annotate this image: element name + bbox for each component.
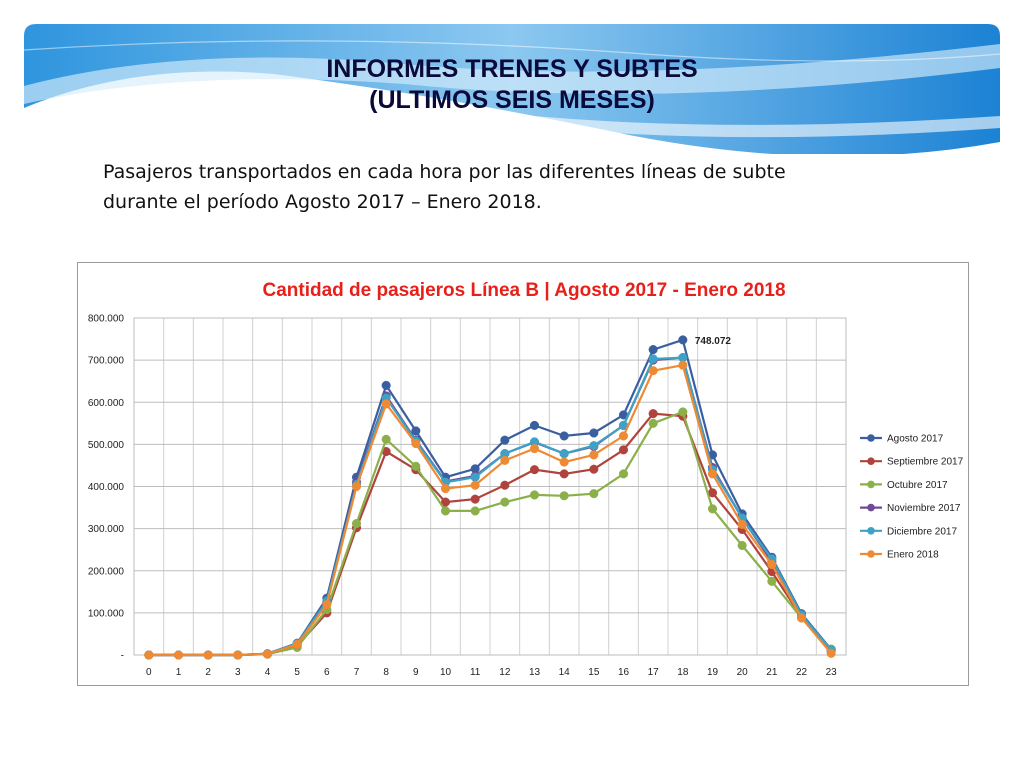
- slide-title: [0, 54, 1024, 116]
- chart-legend: [860, 434, 964, 561]
- x-axis-ticks: [146, 667, 837, 678]
- chart-frame: [77, 262, 969, 686]
- x-tick-label: 13: [528, 667, 541, 678]
- data-point: [560, 432, 569, 441]
- data-point: [679, 361, 688, 370]
- legend-item: [860, 526, 957, 537]
- legend-label: Diciembre 2017: [887, 526, 958, 538]
- data-point: [738, 520, 747, 529]
- x-tick-label: 16: [617, 667, 630, 678]
- data-point: [501, 498, 510, 507]
- data-point: [619, 432, 628, 441]
- legend-label: Octubre 2017: [887, 479, 948, 491]
- data-point: [293, 640, 302, 649]
- data-point: [530, 421, 539, 430]
- data-point: [649, 366, 658, 375]
- data-point: [827, 649, 836, 658]
- y-tick-label: 800.000: [87, 313, 124, 325]
- data-point: [797, 614, 806, 623]
- slide-subtitle: [103, 157, 903, 217]
- y-tick-label: 300.000: [87, 524, 124, 536]
- x-tick-label: 6: [324, 667, 330, 678]
- data-point: [382, 435, 391, 444]
- x-tick-label: 1: [175, 667, 182, 678]
- x-tick-label: 10: [439, 667, 452, 678]
- data-point: [590, 451, 599, 460]
- data-point: [323, 600, 332, 609]
- data-point: [263, 650, 272, 659]
- x-tick-label: 23: [825, 667, 837, 678]
- data-point: [679, 408, 688, 417]
- data-point: [530, 491, 539, 500]
- legend-item: [860, 550, 939, 561]
- legend-item: [860, 503, 961, 514]
- chart-title: Cantidad de pasajeros Línea B | Agosto 2017 - Enero 2018: [262, 280, 786, 301]
- x-tick-label: 8: [383, 667, 389, 678]
- x-tick-label: 21: [766, 667, 778, 678]
- data-point: [145, 651, 154, 660]
- data-point: [471, 495, 480, 504]
- legend-item: [860, 480, 948, 491]
- x-tick-label: 4: [264, 667, 271, 678]
- data-point: [679, 336, 688, 345]
- legend-label: Noviembre 2017: [887, 503, 961, 515]
- data-point: [560, 458, 569, 467]
- y-tick-label: -: [120, 650, 124, 662]
- data-point: [768, 577, 777, 586]
- data-point: [768, 560, 777, 569]
- data-point: [738, 541, 747, 550]
- data-point: [708, 470, 717, 479]
- legend-label: Agosto 2017: [887, 433, 944, 445]
- data-point: [619, 470, 628, 479]
- x-tick-label: 14: [558, 667, 570, 678]
- legend-label: Septiembre 2017: [887, 456, 964, 468]
- data-point: [560, 449, 569, 458]
- line-chart: [78, 263, 968, 685]
- x-tick-label: 22: [795, 667, 808, 678]
- data-point: [530, 444, 539, 453]
- data-point: [204, 651, 213, 660]
- legend-swatch-marker: [867, 527, 875, 535]
- data-point: [649, 345, 658, 354]
- legend-item: [860, 434, 944, 445]
- x-tick-label: 15: [588, 667, 600, 678]
- slide-title-line2: (ULTIMOS SEIS MESES): [369, 86, 655, 114]
- data-point: [501, 456, 510, 465]
- x-tick-label: 9: [413, 667, 419, 678]
- data-point: [501, 436, 510, 445]
- data-point: [590, 489, 599, 498]
- legend-swatch-marker: [867, 550, 875, 558]
- data-point: [412, 439, 421, 448]
- y-tick-label: 200.000: [87, 566, 124, 578]
- x-tick-label: 0: [146, 667, 152, 678]
- data-point: [530, 465, 539, 474]
- y-tick-label: 500.000: [87, 439, 124, 451]
- x-tick-label: 20: [736, 667, 748, 678]
- data-point: [590, 429, 599, 438]
- x-tick-label: 7: [353, 667, 360, 678]
- x-tick-label: 5: [294, 667, 300, 678]
- slide-subtitle-line2: durante el período Agosto 2017 – Enero 2018.: [103, 191, 542, 213]
- data-point: [352, 519, 361, 528]
- data-point: [471, 481, 480, 490]
- y-tick-label: 400.000: [87, 482, 124, 493]
- data-point: [412, 462, 421, 471]
- data-point: [382, 400, 391, 409]
- slide-title-line1: INFORMES TRENES Y SUBTES: [326, 55, 698, 83]
- x-tick-label: 12: [499, 667, 511, 678]
- data-point: [471, 507, 480, 516]
- data-point: [590, 465, 599, 474]
- y-tick-label: 600.000: [87, 397, 124, 409]
- data-point: [679, 353, 688, 362]
- data-point: [382, 381, 391, 390]
- chart-grid: [134, 318, 846, 655]
- peak-annotation: 748.072: [694, 335, 731, 347]
- data-point: [649, 355, 658, 364]
- data-point: [649, 409, 658, 418]
- data-point: [619, 446, 628, 455]
- data-point: [560, 470, 569, 479]
- legend-swatch-marker: [867, 457, 875, 465]
- x-tick-label: 18: [677, 667, 689, 678]
- legend-item: [860, 457, 964, 468]
- slide-subtitle-line1: Pasajeros transportados en cada hora por las diferentes líneas de subte: [103, 161, 786, 183]
- x-tick-label: 2: [205, 667, 211, 678]
- data-point: [501, 481, 510, 490]
- y-axis-ticks: [88, 314, 125, 662]
- data-point: [234, 651, 243, 660]
- y-tick-label: 700.000: [87, 355, 124, 367]
- x-tick-label: 17: [647, 667, 659, 678]
- legend-label: Enero 2018: [887, 549, 939, 561]
- data-point: [174, 651, 183, 660]
- data-point: [590, 441, 599, 450]
- data-point: [649, 419, 658, 428]
- legend-swatch-marker: [867, 504, 875, 512]
- x-tick-label: 19: [706, 667, 719, 678]
- data-point: [352, 482, 361, 491]
- x-tick-label: 11: [469, 667, 481, 678]
- legend-swatch-marker: [867, 434, 875, 442]
- data-point: [471, 473, 480, 482]
- data-point: [560, 491, 569, 500]
- data-point: [708, 505, 717, 514]
- data-point: [441, 507, 450, 516]
- legend-swatch-marker: [867, 481, 875, 489]
- y-tick-label: 100.000: [87, 608, 124, 620]
- x-tick-label: 3: [235, 667, 241, 678]
- data-point: [441, 484, 450, 493]
